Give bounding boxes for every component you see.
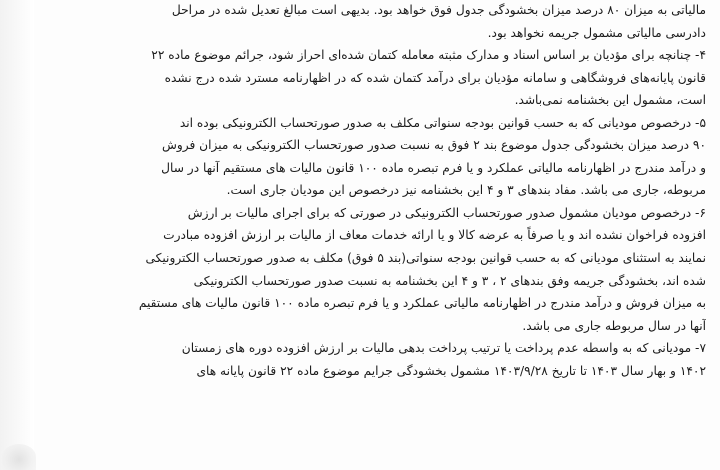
text-line: به میزان فروش و درآمد مندرج در اظهارنامه مالیاتی عملکرد و یا فرم تبصره ماده ۱۰۰ قانون مالیات های مستقیم [138, 296, 706, 311]
text-line: آنها در سال مربوطه جاری می باشد. [522, 318, 706, 333]
text-line: ۱۴۰۲ و بهار سال ۱۴۰۳ تا تاریخ ۱۴۰۳/۹/۲۸ مشمول بخشودگی جرایم موضوع ماده ۲۲ قانون پایانه های [196, 363, 706, 378]
text-line: ۵- درخصوص مودیانی که به حسب قوانین بودجه سنواتی مکلف به صدور صورتحساب الکترونیکی بوده اند [179, 115, 706, 130]
stamp-mark [2, 444, 36, 470]
text-line: مالیاتی به میزان ۸۰ درصد میزان بخشودگی جدول فوق خواهد بود. بدیهی است مبالغ تعدیل شده در مراحل [171, 3, 706, 17]
text-line: ۷- مودیانی که به واسطه عدم پرداخت یا ترتیب پرداخت بدهی مالیات بر ارزش افزوده دوره های زمستان [181, 341, 706, 356]
document-body [58, 0, 706, 382]
text-line: ۹۰ درصد میزان بخشودگی جدول موضوع بند ۲ فوق به نسبت صدور صورتحساب الکترونیکی به میزان فروش [161, 138, 706, 153]
text-line: نمایند به استثنای مودیانی که به حسب قوانین بودجه سنواتی(بند ۵ فوق) مکلف به صدور صورتحساب الکترونیکی [145, 251, 706, 266]
text-line: ۴- چنانچه برای مؤدیان بر اساس اسناد و مدارک مثبته معامله کتمان شده‌ای احراز شود، جرائم موضوع ماده ۲۲ [151, 48, 706, 63]
text-line: مربوطه، جاری می باشد. مفاد بندهای ۳ و ۴ این بخشنامه نیز درخصوص این مودیان جاری است. [226, 183, 706, 198]
text-line: افزوده فراخوان نشده اند و یا صرفاً به عرضه کالا و یا ارائه خدمات معاف از مالیات بر ارزش افزوده مبادرت [163, 228, 706, 243]
text-line: ۶- درخصوص مودیان مشمول صدور صورتحساب الکترونیکی در صورتی که برای اجرای مالیات بر ارزش [187, 205, 706, 220]
page-shadow-edge [0, 0, 34, 470]
text-line: و درآمد مندرج در اظهارنامه مالیاتی عملکرد و یا فرم تبصره ماده ۱۰۰ قانون مالیات های مستقیم آنها در سال [161, 160, 706, 175]
text-line: شده اند، بخشودگی جریمه وفق بندهای ۲ ، ۳ و ۴ این بخشنامه به نسبت صدور صورتحساب الکترونیکی [193, 273, 706, 288]
text-line: است، مشمول این بخشنامه نمی‌باشد. [514, 93, 706, 108]
text-line: قانون پایانه‌های فروشگاهی و سامانه مؤدیان برای درآمد کتمان شده که در اظهارنامه مسترد شده درج نشده [164, 70, 706, 85]
text-line: دادرسی مالیاتی مشمول جریمه نخواهد بود. [487, 25, 706, 40]
